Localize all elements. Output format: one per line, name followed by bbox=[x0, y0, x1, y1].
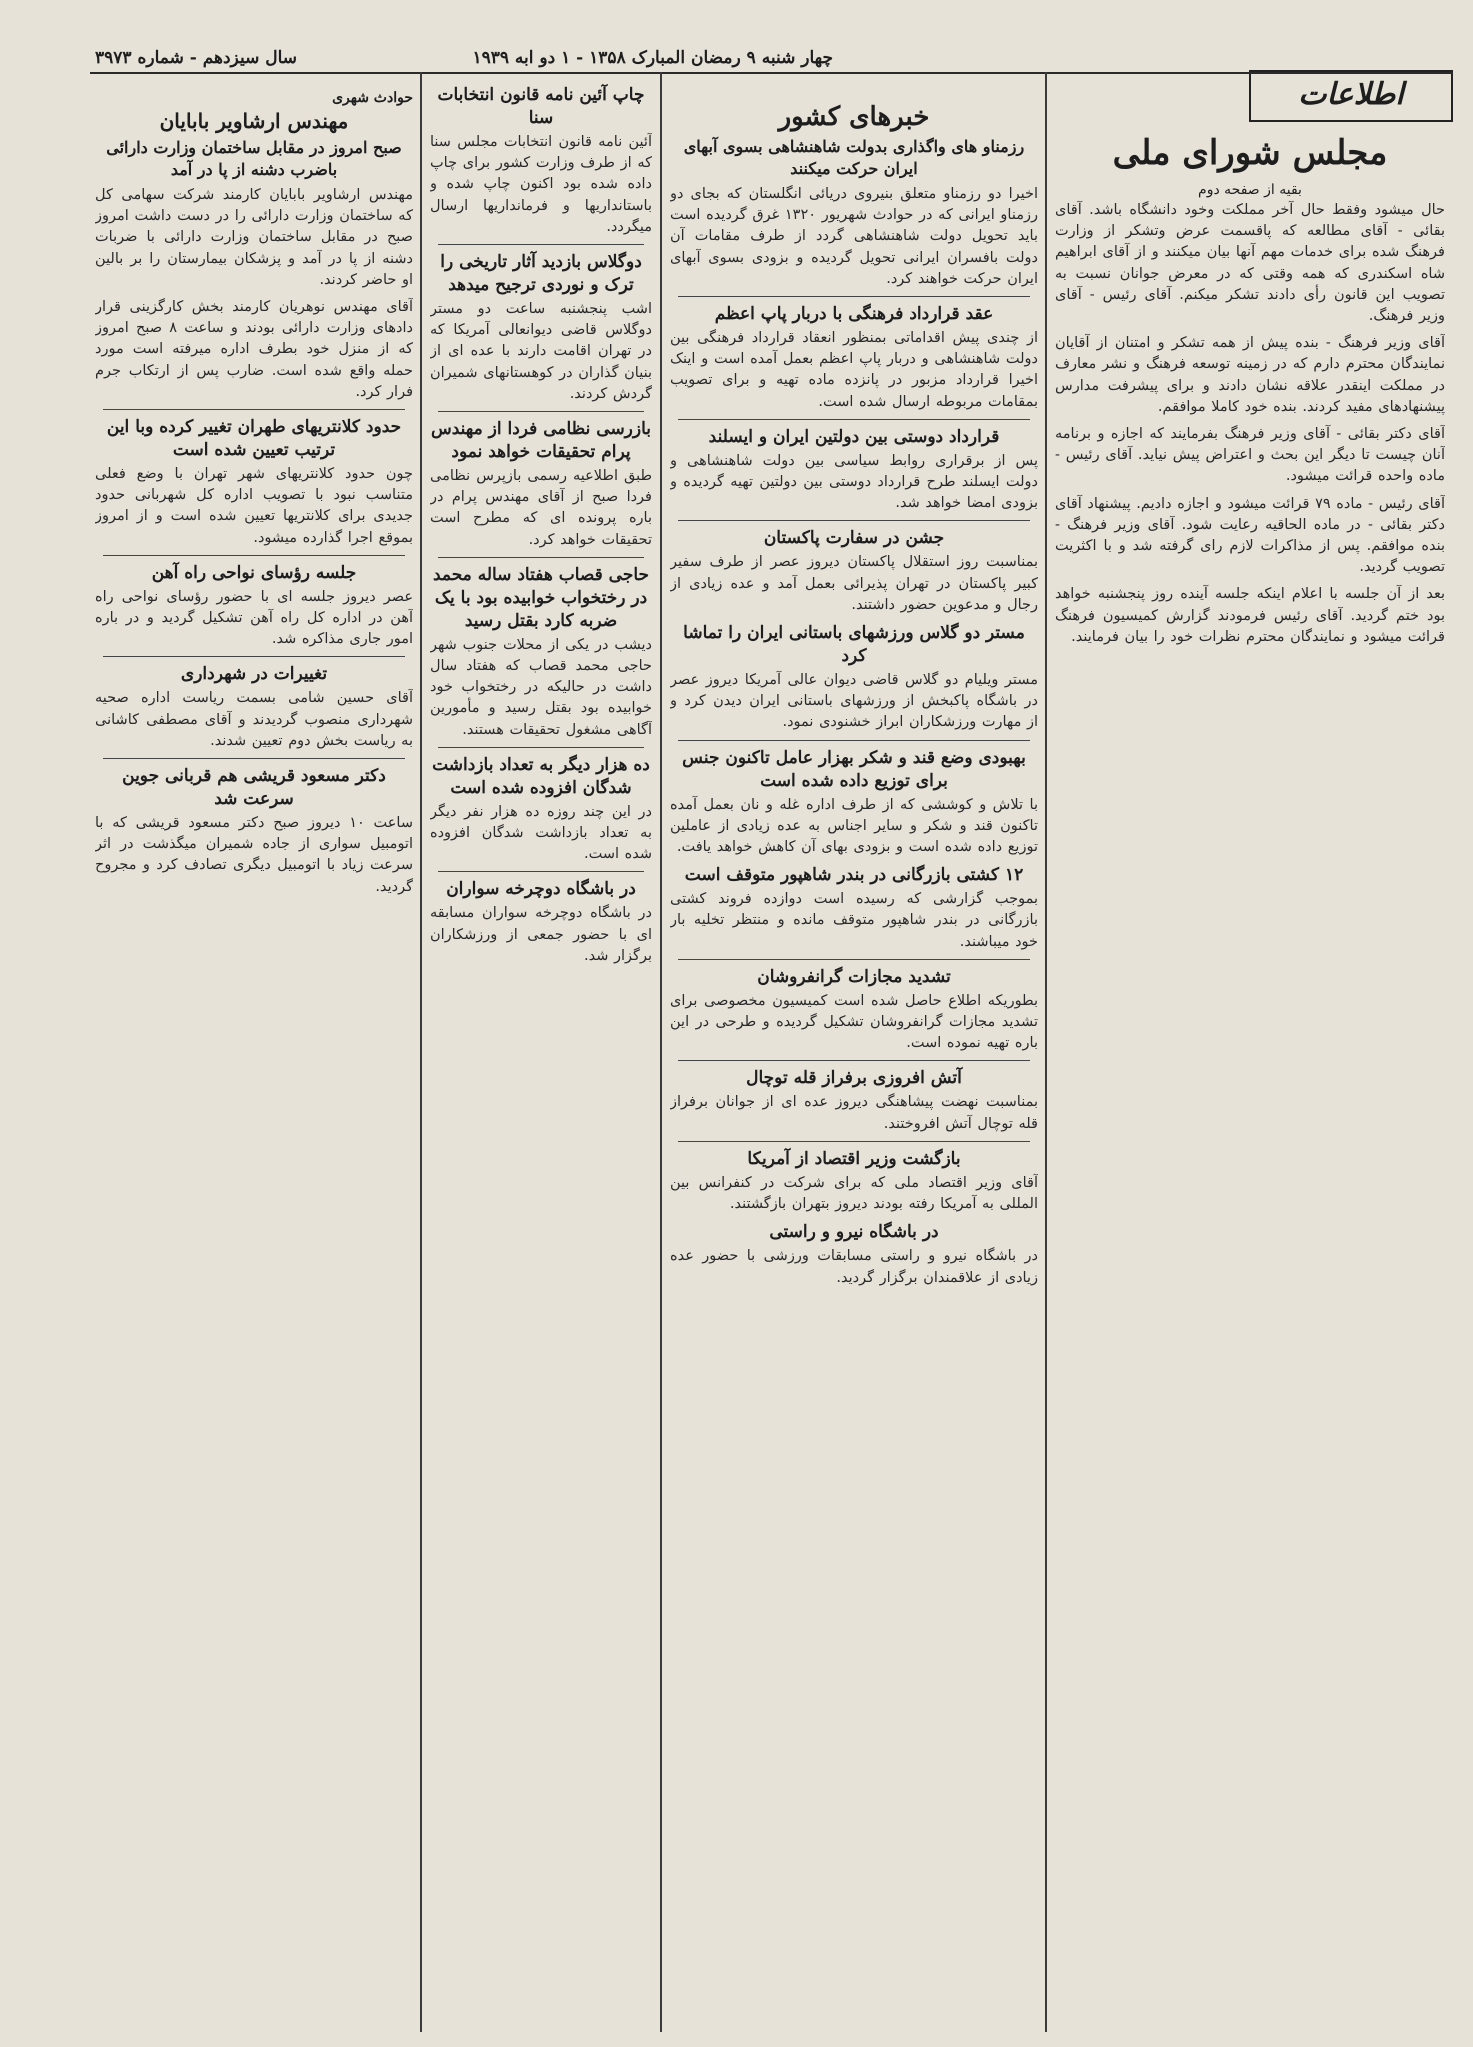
article-separator bbox=[103, 656, 405, 657]
article-headline: دکتر مسعود قریشی هم قربانی جوین سرعت شد bbox=[122, 766, 386, 810]
section-kicker: حوادث شهری bbox=[332, 90, 413, 106]
parliament-headline: مجلس شورای ملی bbox=[1112, 133, 1388, 173]
header-rule bbox=[90, 72, 1453, 74]
article-headline: جلسه رؤسای نواحی راه آهن bbox=[151, 562, 357, 583]
date-line: چهار شنبه ۹ رمضان المبارک ۱۳۵۸ - ۱ دو ابه ۱۹۳۹ bbox=[472, 48, 833, 68]
article-separator bbox=[438, 747, 644, 748]
article-text: دیشب در یکی از محلات جنوب شهر حاجی محمد قصاب که هفتاد سال داشت در حالیکه در رختخواب خود خوابیده بود بقتل رسید و مأمورین آگاهی مشغول تحقیقات هستند. bbox=[430, 636, 652, 738]
article-text: بمناسبت روز استقلال پاکستان دیروز عصر از طرف سفیر کبیر پاکستان در تهران پذیرائی بعمل آمد و عده زیادی از رجال و مدعوین حضور داشتند. bbox=[670, 554, 1038, 613]
article-text: حال میشود وفقط حال آخر مملکت وخود دانشگاه باشد. آقای بقائی - آقای مطالعه که پاقسمت عرض وتشکر از وزارت فرهنگ شده برای خدمات مهم آنها بیان میکنند و از آقای ابراهیم شاه اسکندری که همه وقتی که در معرض جوانان نسبت به تصویب این قانون رأی دادند تشکر میکنم. آقای رئیس - آقای وزیر فرهنگ. bbox=[1055, 202, 1445, 325]
article-text: آقای مهندس نوهریان کارمند بخش کارگزینی قرار دادهای وزارت دارائی بودند و ساعت ۸ صبح امروز که از منزل خود بطرف اداره میرفته است مورد حمله واقع شده است. ضارب پس از ارتکاب جرم فرار کرد. bbox=[95, 299, 413, 400]
article-text: عصر دیروز جلسه ای با حضور رؤسای نواحی راه آهن در اداره کل راه آهن تشکیل گردید و در باره امور جاری مذاکره شد. bbox=[95, 588, 413, 648]
article-separator bbox=[438, 411, 644, 412]
article-text: آقای دکتر بقائی - آقای وزیر فرهنگ بفرمایند که اجازه و برنامه آنان چیست تا دیگر این بحث و اعتراض پیش نیاید. آقای رئیس - ماده واحده قرائت میشود. bbox=[1055, 426, 1445, 485]
continued-label: بقیه از صفحه دوم bbox=[1198, 182, 1302, 198]
article-text: بمناسبت نهضت پیشاهنگی دیروز عده ای از جوانان برفراز قله توچال آتش افروختند. bbox=[670, 1094, 1038, 1132]
article-text: پس از برقراری روابط سیاسی بین دولت شاهنشاهی و دولت ایسلند طرح قرارداد دوستی بین دولتین تهیه گردیده و بزودی امضا خواهد شد. bbox=[670, 452, 1038, 512]
article-text: آقای حسین شامی بسمت ریاست اداره صحیه شهرداری منصوب گردیدند و آقای مصطفی کاشانی به ریاست بخش دوم تعیین شدند. bbox=[95, 690, 413, 749]
article-text: اشب پنجشنبه ساعت دو مستر دوگلاس قاضی دیوانعالی آمریکا که در تهران اقامت دارند با عده ای از بنیان گذاران در کوهستانهای شمیران گردش کردند. bbox=[430, 301, 652, 402]
column-divider bbox=[1045, 72, 1047, 2032]
article-text: آئین نامه قانون انتخابات مجلس سنا که از طرف وزارت کشور برای چاپ داده شده بود اکنون چاپ شده و باستانداریها و فرمانداریها ارسال میگردد. bbox=[430, 134, 652, 235]
parliament-column bbox=[1055, 130, 1445, 2025]
article-text: در این چند روزه ده هزار نفر دیگر به تعداد بازداشت شدگان افزوده شده است. bbox=[430, 803, 652, 863]
article-text: بموجب گزارشی که رسیده است دوازده فروند کشتی بازرگانی در بندر شاهپور متوقف مانده و منتظر تخلیه بار خود میباشند. bbox=[670, 891, 1038, 950]
article-text: در باشگاه نیرو و راستی مسابقات ورزشی با حضور عده زیادی از علاقمندان برگزار گردید. bbox=[670, 1248, 1038, 1286]
elections-column bbox=[430, 84, 652, 2024]
article-subheadline: صبح امروز در مقابل ساختمان وزارت دارائی باضرب دشنه از پا در آمد bbox=[106, 138, 402, 179]
article-headline: قرارداد دوستی بین دولتین ایران و ایسلند bbox=[708, 426, 1000, 447]
issue-line: سال سیزدهم - شماره ۳۹۷۳ bbox=[95, 48, 298, 68]
article-headline: رزمناو های واگذاری بدولت شاهنشاهی بسوی آبهای ایران حرکت میکنند bbox=[683, 137, 1025, 178]
article-separator bbox=[678, 296, 1030, 297]
article-separator bbox=[678, 419, 1030, 420]
article-headline: مستر دو گلاس ورزشهای باستانی ایران را تماشا کرد bbox=[683, 623, 1025, 667]
article-separator bbox=[678, 1141, 1030, 1142]
article-headline: تشدید مجازات گرانفروشان bbox=[757, 966, 951, 987]
article-separator bbox=[103, 409, 405, 410]
article-text: بطوریکه اطلاع حاصل شده است کمیسیون مخصوصی برای تشدید مجازات گرانفروشان تشکیل گردیده و طرحی در این باره تهیه نموده است. bbox=[670, 992, 1038, 1052]
article-text: با تلاش و کوششی که از طرف اداره غله و نان بعمل آمده تاکنون قند و شکر و سایر اجناس به عده زیادی از عاملین توزیع داده شده است و بزودی بهای آن کاهش خواهد یافت. bbox=[670, 796, 1038, 856]
article-text: آقای وزیر فرهنگ - بنده پیش از همه تشکر و امتنان از آقایان نمایندگان محترم دارم که در زمینه توسعه فرهنگ و نشر معارف در مملکت اینقدر علاقه نشان دادند و برای پیشرفت مدارس پیشنهادهای مفید کردند. بنده خود کاملا موافقم. bbox=[1055, 335, 1445, 415]
article-headline: تغییرات در شهرداری bbox=[180, 664, 328, 685]
article-text: مستر ویلیام دو گلاس قاضی دیوان عالی آمریکا دیروز عصر در باشگاه پاکبخش از ورزشهای باستانی ایران دیدن کرد و از مهارت ورزشکاران ابراز خشنودی نمود. bbox=[670, 672, 1038, 731]
article-headline: حاجی قصاب هفتاد ساله محمد در رختخواب خوابیده بود با یک ضربه کارد بقتل رسید bbox=[432, 564, 650, 631]
article-headline: آتش افروزی برفراز قله توچال bbox=[746, 1068, 962, 1089]
city-events-column bbox=[95, 84, 413, 2024]
article-headline: حدود کلانتریهای طهران تغییر کرده وبا این ترتیب تعیین شده است bbox=[106, 417, 402, 461]
article-text: چون حدود کلانتریهای شهر تهران با وضع فعلی متناسب نبود با تصویب اداره کل شهربانی حدود جدیدی برای کلانتریها تعیین شده است و از امروز بموقع اجرا گذارده میشود. bbox=[95, 466, 413, 546]
article-headline: عقد قرارداد فرهنگی با دربار پاپ اعظم bbox=[714, 304, 994, 325]
article-headline: بهبودی وضع قند و شکر بهزار عامل تاکنون جنس برای توزیع داده شده است bbox=[682, 747, 1026, 791]
country-news-headline: خبرهای کشور bbox=[778, 102, 930, 132]
article-headline: مهندس ارشاویر بابایان bbox=[159, 109, 349, 133]
article-separator bbox=[438, 244, 644, 245]
article-text: آقای وزیر اقتصاد ملی که برای شرکت در کنفرانس بین المللی به آمریکا رفته بودند دیروز بتهران بازگشتند. bbox=[670, 1174, 1038, 1213]
article-headline: ۱۲ کشتی بازرگانی در بندر شاهپور متوقف است bbox=[684, 865, 1024, 886]
newspaper-logo: اطلاعات bbox=[1249, 70, 1453, 122]
article-headline: بازرسی نظامی فردا از مهندس پرام تحقیقات خواهد نمود bbox=[430, 419, 652, 463]
article-headline: جشن در سفارت پاکستان bbox=[763, 528, 945, 549]
article-separator bbox=[103, 758, 405, 759]
article-separator bbox=[678, 1060, 1030, 1061]
country-news-column bbox=[670, 100, 1038, 2025]
article-text: آقای رئیس - ماده ۷۹ قرائت میشود و اجازه دادیم. پیشنهاد آقای دکتر بقائی - در ماده الحاقیه رعایت شود. آقای وزیر فرهنگ - بنده موافقم. پس از مذاکرات لازم رای گرفته شد و با اکثریت تصویب گردید. bbox=[1055, 495, 1445, 576]
article-headline: بازگشت وزیر اقتصاد از آمریکا bbox=[747, 1148, 961, 1169]
article-separator bbox=[678, 520, 1030, 521]
article-separator bbox=[438, 871, 644, 872]
article-text: اخیرا دو رزمناو متعلق بنیروی دریائی انگلستان که بجای دو رزمناو ایرانی که در حوادث شهریور ۱۳۲۰ غرق گردیده است باید تحویل دولت شاهنشاهی گردد از طرف مقامات آن دولت بافسران ایرانی تحویل گردیده و بزودی بسوی آبهای ایران حرکت خواهند کرد. bbox=[670, 186, 1038, 287]
article-headline: چاپ آئین نامه قانون انتخابات سنا bbox=[437, 85, 645, 128]
column-divider bbox=[420, 72, 422, 2032]
article-headline: ده هزار دیگر به تعداد بازداشت شدگان افزوده شده است bbox=[432, 754, 650, 798]
article-text: بعد از آن جلسه با اعلام اینکه جلسه آینده روز پنجشنبه خواهد بود ختم گردید. آقای رئیس فرمودند گزارش کمیسیون فرهنگ قرائت میشود و نمایندگان محترم نظرات خود را بیان فرمایند. bbox=[1055, 586, 1445, 645]
column-divider bbox=[660, 72, 662, 2032]
article-text: مهندس ارشاویر بابایان کارمند شرکت سهامی کل که ساختمان وزارت دارائی را در دست داشت امروز صبح در مقابل ساختمان وزارت دارائی با ضربات دشنه از پا در آمد و پزشکان بیمارستان را بر بالین او حاضر کردند. bbox=[95, 187, 413, 288]
article-text: طبق اطلاعیه رسمی بازپرس نظامی فردا صبح از آقای مهندس پرام در باره پرونده ای که مطرح است تحقیقات خواهد کرد. bbox=[430, 468, 652, 548]
article-separator bbox=[103, 555, 405, 556]
article-separator bbox=[678, 740, 1030, 741]
article-separator bbox=[438, 557, 644, 558]
article-separator bbox=[678, 959, 1030, 960]
article-text: در باشگاه دوچرخه سواران مسابقه ای با حضور جمعی از ورزشکاران برگزار شد. bbox=[430, 905, 652, 964]
article-text: ساعت ۱۰ دیروز صبح دکتر مسعود قریشی که با اتومبیل سواری از جاده شمیران میگذشت در اثر سرعت زیاد با اتومبیل دیگری تصادف کرد و مجروح گردید. bbox=[95, 815, 413, 895]
article-headline: دوگلاس بازدید آثار تاریخی را ترک و نوردی ترجیح میدهد bbox=[440, 252, 642, 296]
article-text: از چندی پیش اقداماتی بمنظور انعقاد قرارداد فرهنگی بین دولت شاهنشاهی و دربار پاپ اعظم بعمل آمده است و اینک اخیرا قرارداد مزبور در پانزده ماده تهیه و برای تصویب بمقامات مربوطه ارسال شده است. bbox=[670, 330, 1038, 410]
article-headline: در باشگاه دوچرخه سواران bbox=[446, 879, 636, 900]
article-headline: در باشگاه نیرو و راستی bbox=[769, 1222, 939, 1243]
